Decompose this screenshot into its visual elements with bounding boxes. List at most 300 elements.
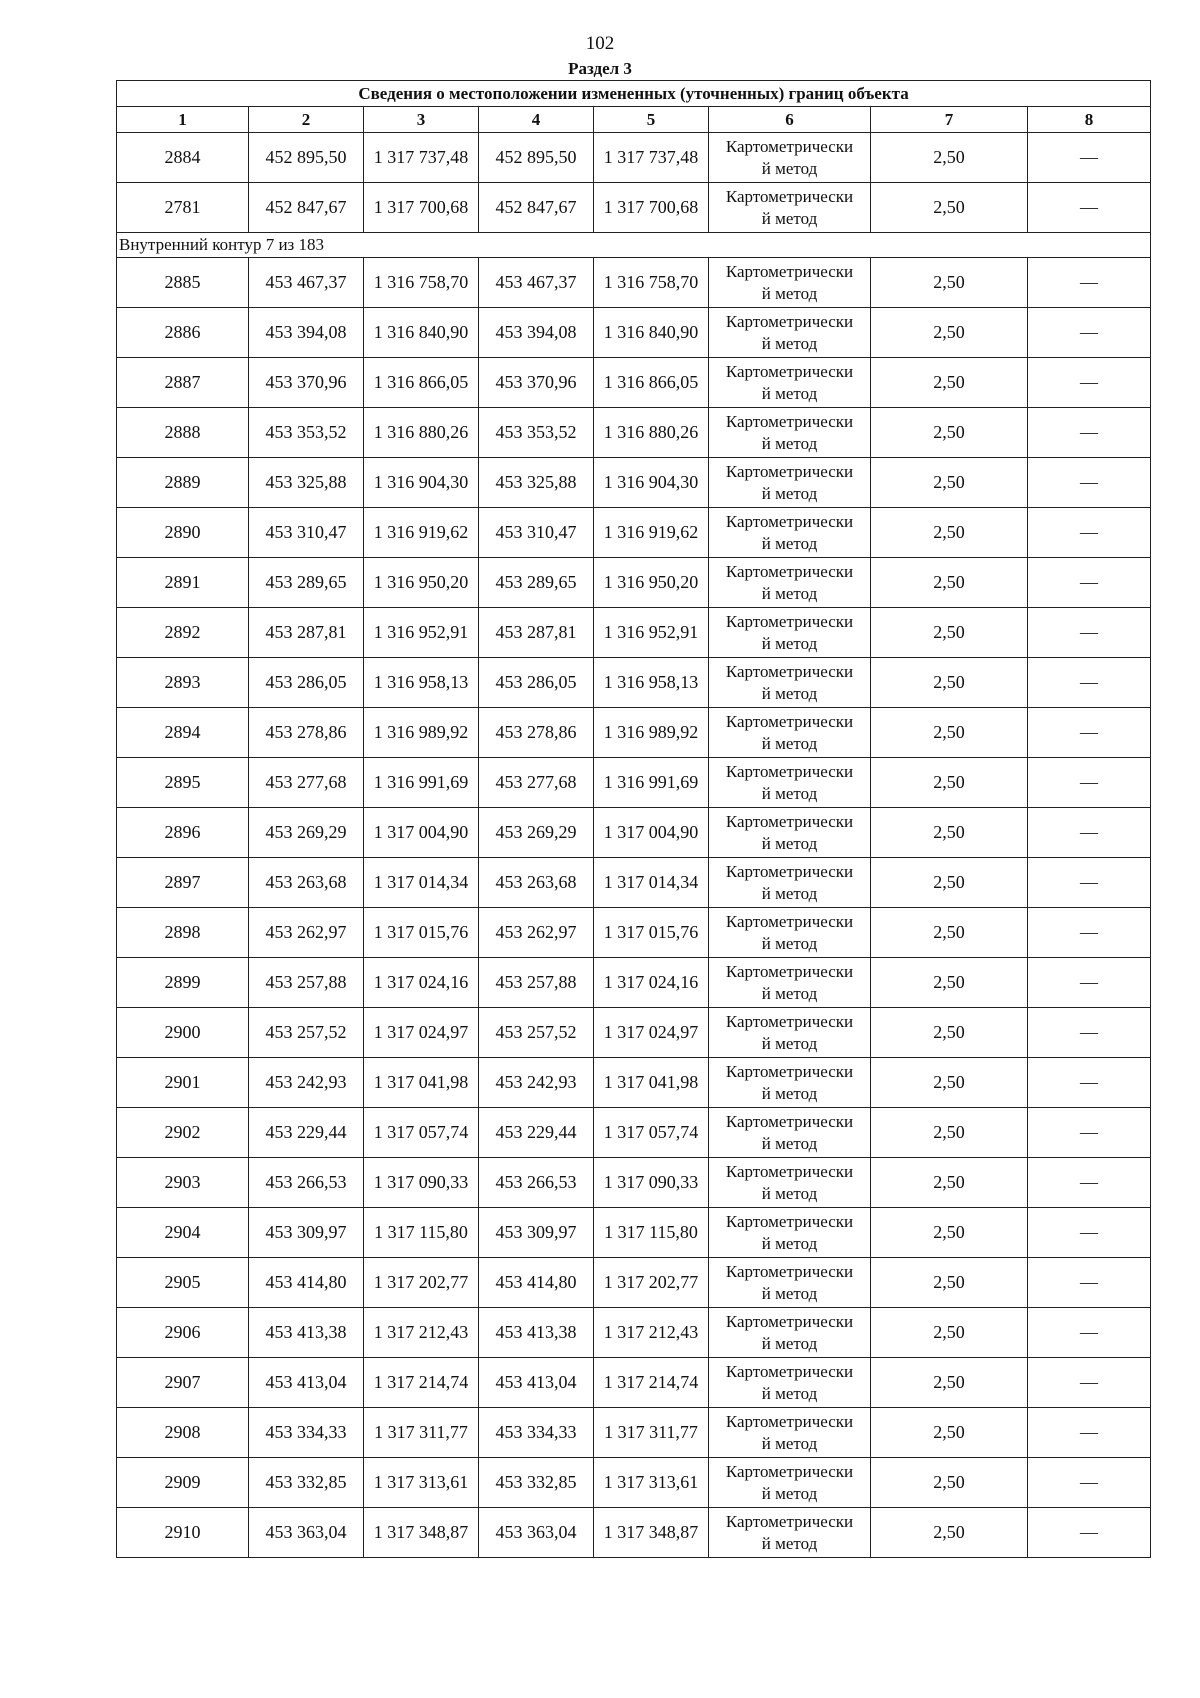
precision-value: 2,50 <box>871 608 1028 658</box>
table-row <box>117 1408 1151 1458</box>
method-line-2: й метод <box>761 383 818 403</box>
method-line-2: й метод <box>761 208 818 228</box>
table-body <box>117 133 1151 1558</box>
table-row <box>117 908 1151 958</box>
description-dash: — <box>1028 658 1151 708</box>
table-row <box>117 758 1151 808</box>
coordinate-x-existing: 453 286,05 <box>249 658 364 708</box>
description-dash: — <box>1028 1508 1151 1558</box>
description-dash: — <box>1028 958 1151 1008</box>
coordinate-y-existing: 1 316 840,90 <box>364 308 479 358</box>
coordinate-x-existing: 453 414,80 <box>249 1258 364 1308</box>
coordinate-x-new: 453 413,04 <box>479 1358 594 1408</box>
point-id: 2889 <box>117 458 249 508</box>
method-line-2: й метод <box>761 883 818 903</box>
precision-value: 2,50 <box>871 308 1028 358</box>
coordinate-y-existing: 1 316 919,62 <box>364 508 479 558</box>
method-line-1: Картометрически <box>725 661 854 681</box>
coordinate-x-new: 453 394,08 <box>479 308 594 358</box>
coordinate-x-existing: 453 413,04 <box>249 1358 364 1408</box>
coordinate-x-new: 453 325,88 <box>479 458 594 508</box>
coordinate-x-new: 453 334,33 <box>479 1408 594 1458</box>
coordinate-x-existing: 453 394,08 <box>249 308 364 358</box>
coordinate-x-existing: 453 262,97 <box>249 908 364 958</box>
point-id: 2900 <box>117 1008 249 1058</box>
precision-value: 2,50 <box>871 1158 1028 1208</box>
coordinate-x-existing: 453 287,81 <box>249 608 364 658</box>
description-dash: — <box>1028 1308 1151 1358</box>
precision-value: 2,50 <box>871 1408 1028 1458</box>
method-line-1: Картометрически <box>725 511 854 531</box>
method-cell <box>709 1008 871 1058</box>
description-dash: — <box>1028 308 1151 358</box>
coordinate-y-new: 1 316 866,05 <box>594 358 709 408</box>
coordinate-y-existing: 1 317 090,33 <box>364 1158 479 1208</box>
method-line-1: Картометрически <box>725 761 854 781</box>
method-line-1: Картометрически <box>725 711 854 731</box>
description-dash: — <box>1028 1208 1151 1258</box>
coordinate-y-new: 1 317 737,48 <box>594 133 709 183</box>
coordinate-x-new: 453 257,88 <box>479 958 594 1008</box>
description-dash: — <box>1028 1458 1151 1508</box>
coordinate-y-existing: 1 316 880,26 <box>364 408 479 458</box>
coordinate-y-existing: 1 317 311,77 <box>364 1408 479 1458</box>
method-line-2: й метод <box>761 683 818 703</box>
coordinate-x-existing: 453 309,97 <box>249 1208 364 1258</box>
coordinate-x-new: 453 277,68 <box>479 758 594 808</box>
coordinate-y-existing: 1 317 313,61 <box>364 1458 479 1508</box>
table-row <box>117 508 1151 558</box>
coordinate-x-new: 453 289,65 <box>479 558 594 608</box>
point-id: 2886 <box>117 308 249 358</box>
method-line-2: й метод <box>761 483 818 503</box>
contour-label: Внутренний контур 7 из 183 <box>117 233 1151 258</box>
coordinate-y-existing: 1 317 737,48 <box>364 133 479 183</box>
coordinate-y-existing: 1 316 758,70 <box>364 258 479 308</box>
coordinate-y-new: 1 317 214,74 <box>594 1358 709 1408</box>
coordinate-y-new: 1 317 015,76 <box>594 908 709 958</box>
coordinate-x-new: 453 269,29 <box>479 808 594 858</box>
table-row <box>117 1008 1151 1058</box>
point-id: 2893 <box>117 658 249 708</box>
method-line-2: й метод <box>761 433 818 453</box>
point-id: 2902 <box>117 1108 249 1158</box>
coordinate-x-existing: 453 363,04 <box>249 1508 364 1558</box>
coordinate-y-new: 1 316 991,69 <box>594 758 709 808</box>
coordinate-y-existing: 1 317 024,16 <box>364 958 479 1008</box>
coordinate-x-existing: 453 278,86 <box>249 708 364 758</box>
coordinate-y-existing: 1 316 904,30 <box>364 458 479 508</box>
coordinate-y-existing: 1 317 348,87 <box>364 1508 479 1558</box>
point-id: 2904 <box>117 1208 249 1258</box>
precision-value: 2,50 <box>871 358 1028 408</box>
table-row <box>117 958 1151 1008</box>
coordinate-x-new: 453 413,38 <box>479 1308 594 1358</box>
method-cell <box>709 1408 871 1458</box>
point-id: 2908 <box>117 1408 249 1458</box>
method-line-1: Картометрически <box>725 261 854 281</box>
method-line-1: Картометрически <box>725 561 854 581</box>
coordinate-x-new: 453 287,81 <box>479 608 594 658</box>
method-line-2: й метод <box>761 583 818 603</box>
method-cell <box>709 808 871 858</box>
coordinate-x-existing: 453 266,53 <box>249 1158 364 1208</box>
method-cell <box>709 758 871 808</box>
method-cell <box>709 858 871 908</box>
precision-value: 2,50 <box>871 1258 1028 1308</box>
method-line-2: й метод <box>761 833 818 853</box>
column-number: 1 <box>117 107 249 133</box>
description-dash: — <box>1028 1358 1151 1408</box>
method-line-1: Картометрически <box>725 136 854 156</box>
coordinate-x-existing: 453 242,93 <box>249 1058 364 1108</box>
method-cell <box>709 183 871 233</box>
coordinate-x-existing: 453 332,85 <box>249 1458 364 1508</box>
coordinate-x-existing: 453 263,68 <box>249 858 364 908</box>
coordinate-y-existing: 1 317 041,98 <box>364 1058 479 1108</box>
precision-value: 2,50 <box>871 508 1028 558</box>
method-line-1: Картометрически <box>725 1261 854 1281</box>
precision-value: 2,50 <box>871 1358 1028 1408</box>
table-row <box>117 358 1151 408</box>
precision-value: 2,50 <box>871 1458 1028 1508</box>
method-line-1: Картометрически <box>725 411 854 431</box>
description-dash: — <box>1028 858 1151 908</box>
method-line-1: Картометрически <box>725 1011 854 1031</box>
point-id: 2781 <box>117 183 249 233</box>
coordinate-y-new: 1 317 014,34 <box>594 858 709 908</box>
method-cell <box>709 258 871 308</box>
method-line-1: Картометрически <box>725 611 854 631</box>
column-number: 6 <box>709 107 871 133</box>
method-line-2: й метод <box>761 533 818 553</box>
column-number: 4 <box>479 107 594 133</box>
point-id: 2905 <box>117 1258 249 1308</box>
precision-value: 2,50 <box>871 1208 1028 1258</box>
method-line-2: й метод <box>761 1233 818 1253</box>
description-dash: — <box>1028 608 1151 658</box>
coordinate-y-new: 1 317 313,61 <box>594 1458 709 1508</box>
coordinate-y-new: 1 317 090,33 <box>594 1158 709 1208</box>
method-line-2: й метод <box>761 1433 818 1453</box>
coordinate-x-new: 453 414,80 <box>479 1258 594 1308</box>
coordinate-y-existing: 1 316 952,91 <box>364 608 479 658</box>
coordinate-x-existing: 453 334,33 <box>249 1408 364 1458</box>
table-row <box>117 858 1151 908</box>
table-row <box>117 1108 1151 1158</box>
coordinate-x-existing: 453 229,44 <box>249 1108 364 1158</box>
description-dash: — <box>1028 708 1151 758</box>
description-dash: — <box>1028 258 1151 308</box>
precision-value: 2,50 <box>871 1058 1028 1108</box>
table-row <box>117 1058 1151 1108</box>
coordinate-x-new: 453 309,97 <box>479 1208 594 1258</box>
description-dash: — <box>1028 358 1151 408</box>
precision-value: 2,50 <box>871 808 1028 858</box>
coordinate-x-existing: 453 413,38 <box>249 1308 364 1358</box>
column-number: 7 <box>871 107 1028 133</box>
table-row <box>117 1208 1151 1258</box>
method-line-1: Картометрически <box>725 1361 854 1381</box>
table-row <box>117 708 1151 758</box>
table-row <box>117 1458 1151 1508</box>
coordinate-x-new: 453 332,85 <box>479 1458 594 1508</box>
coordinate-y-existing: 1 316 958,13 <box>364 658 479 708</box>
method-line-1: Картометрически <box>725 1511 854 1531</box>
precision-value: 2,50 <box>871 1008 1028 1058</box>
coordinate-x-new: 453 229,44 <box>479 1108 594 1158</box>
method-cell <box>709 1458 871 1508</box>
table-row <box>117 1158 1151 1208</box>
coordinate-x-new: 453 278,86 <box>479 708 594 758</box>
table-row <box>117 308 1151 358</box>
method-cell <box>709 458 871 508</box>
method-cell <box>709 1208 871 1258</box>
coordinate-x-new: 453 257,52 <box>479 1008 594 1058</box>
method-line-1: Картометрически <box>725 1311 854 1331</box>
coordinate-y-existing: 1 317 024,97 <box>364 1008 479 1058</box>
coordinate-y-existing: 1 317 014,34 <box>364 858 479 908</box>
point-id: 2885 <box>117 258 249 308</box>
table-row <box>117 608 1151 658</box>
coordinate-y-existing: 1 317 115,80 <box>364 1208 479 1258</box>
precision-value: 2,50 <box>871 458 1028 508</box>
method-line-1: Картометрически <box>725 461 854 481</box>
coordinate-x-existing: 453 277,68 <box>249 758 364 808</box>
method-line-2: й метод <box>761 933 818 953</box>
point-id: 2907 <box>117 1358 249 1408</box>
method-cell <box>709 508 871 558</box>
coordinate-x-new: 453 242,93 <box>479 1058 594 1108</box>
method-cell <box>709 908 871 958</box>
precision-value: 2,50 <box>871 1108 1028 1158</box>
coordinate-x-new: 453 467,37 <box>479 258 594 308</box>
coordinate-y-new: 1 317 041,98 <box>594 1058 709 1108</box>
point-id: 2896 <box>117 808 249 858</box>
precision-value: 2,50 <box>871 258 1028 308</box>
table-row <box>117 408 1151 458</box>
coordinate-y-existing: 1 316 991,69 <box>364 758 479 808</box>
coordinate-y-new: 1 316 904,30 <box>594 458 709 508</box>
method-cell <box>709 958 871 1008</box>
coordinate-x-existing: 453 467,37 <box>249 258 364 308</box>
point-id: 2906 <box>117 1308 249 1358</box>
point-id: 2898 <box>117 908 249 958</box>
coordinate-y-new: 1 317 212,43 <box>594 1308 709 1358</box>
coordinate-y-new: 1 316 958,13 <box>594 658 709 708</box>
table-row <box>117 1258 1151 1308</box>
method-cell <box>709 1158 871 1208</box>
table-row <box>117 1358 1151 1408</box>
table-row <box>117 658 1151 708</box>
coordinate-y-new: 1 317 700,68 <box>594 183 709 233</box>
coordinate-y-new: 1 317 311,77 <box>594 1408 709 1458</box>
method-line-1: Картометрически <box>725 1411 854 1431</box>
coordinate-y-existing: 1 317 212,43 <box>364 1308 479 1358</box>
column-number: 2 <box>249 107 364 133</box>
method-cell <box>709 408 871 458</box>
method-line-1: Картометрически <box>725 961 854 981</box>
column-number: 8 <box>1028 107 1151 133</box>
table-row <box>117 1308 1151 1358</box>
method-cell <box>709 1108 871 1158</box>
coordinate-x-new: 452 847,67 <box>479 183 594 233</box>
description-dash: — <box>1028 1108 1151 1158</box>
method-line-1: Картометрически <box>725 1061 854 1081</box>
method-line-1: Картометрически <box>725 911 854 931</box>
description-dash: — <box>1028 1158 1151 1208</box>
description-dash: — <box>1028 133 1151 183</box>
coordinate-x-existing: 453 370,96 <box>249 358 364 408</box>
point-id: 2890 <box>117 508 249 558</box>
method-line-2: й метод <box>761 633 818 653</box>
method-line-1: Картометрически <box>725 186 854 206</box>
method-line-2: й метод <box>761 1033 818 1053</box>
method-line-1: Картометрически <box>725 1211 854 1231</box>
method-line-2: й метод <box>761 1133 818 1153</box>
description-dash: — <box>1028 908 1151 958</box>
table-row <box>117 183 1151 233</box>
coordinate-x-new: 453 363,04 <box>479 1508 594 1558</box>
description-dash: — <box>1028 758 1151 808</box>
coordinate-y-existing: 1 317 057,74 <box>364 1108 479 1158</box>
table-row <box>117 258 1151 308</box>
column-number: 3 <box>364 107 479 133</box>
precision-value: 2,50 <box>871 658 1028 708</box>
method-line-2: й метод <box>761 733 818 753</box>
coordinate-x-existing: 453 310,47 <box>249 508 364 558</box>
method-line-2: й метод <box>761 1283 818 1303</box>
table-row <box>117 808 1151 858</box>
coordinate-y-new: 1 317 115,80 <box>594 1208 709 1258</box>
point-id: 2895 <box>117 758 249 808</box>
method-cell <box>709 358 871 408</box>
point-id: 2888 <box>117 408 249 458</box>
precision-value: 2,50 <box>871 1508 1028 1558</box>
point-id: 2910 <box>117 1508 249 1558</box>
coordinates-table <box>116 80 1151 1558</box>
method-line-1: Картометрически <box>725 1161 854 1181</box>
point-id: 2909 <box>117 1458 249 1508</box>
description-dash: — <box>1028 558 1151 608</box>
point-id: 2884 <box>117 133 249 183</box>
coordinate-y-new: 1 316 952,91 <box>594 608 709 658</box>
method-line-1: Картометрически <box>725 361 854 381</box>
method-cell <box>709 658 871 708</box>
coordinate-x-new: 453 266,53 <box>479 1158 594 1208</box>
coordinate-y-new: 1 317 024,97 <box>594 1008 709 1058</box>
coordinate-x-new: 453 286,05 <box>479 658 594 708</box>
precision-value: 2,50 <box>871 908 1028 958</box>
coordinate-x-existing: 453 257,88 <box>249 958 364 1008</box>
description-dash: — <box>1028 508 1151 558</box>
description-dash: — <box>1028 183 1151 233</box>
point-id: 2887 <box>117 358 249 408</box>
coordinate-y-existing: 1 317 700,68 <box>364 183 479 233</box>
method-line-1: Картометрически <box>725 811 854 831</box>
description-dash: — <box>1028 1258 1151 1308</box>
point-id: 2897 <box>117 858 249 908</box>
coordinate-x-existing: 453 269,29 <box>249 808 364 858</box>
coordinate-y-new: 1 316 758,70 <box>594 258 709 308</box>
method-line-2: й метод <box>761 1333 818 1353</box>
point-id: 2899 <box>117 958 249 1008</box>
coordinate-x-existing: 453 325,88 <box>249 458 364 508</box>
table-caption: Сведения о местоположении измененных (уточненных) границ объекта <box>117 81 1151 107</box>
point-id: 2892 <box>117 608 249 658</box>
precision-value: 2,50 <box>871 708 1028 758</box>
table-row <box>117 1508 1151 1558</box>
method-cell <box>709 133 871 183</box>
coordinate-x-existing: 453 289,65 <box>249 558 364 608</box>
method-line-2: й метод <box>761 783 818 803</box>
coordinate-y-new: 1 317 057,74 <box>594 1108 709 1158</box>
coordinate-y-existing: 1 317 214,74 <box>364 1358 479 1408</box>
method-line-1: Картометрически <box>725 861 854 881</box>
precision-value: 2,50 <box>871 858 1028 908</box>
contour-row <box>117 233 1151 258</box>
coordinate-x-new: 453 262,97 <box>479 908 594 958</box>
precision-value: 2,50 <box>871 958 1028 1008</box>
description-dash: — <box>1028 1008 1151 1058</box>
coordinate-y-existing: 1 317 004,90 <box>364 808 479 858</box>
coordinate-x-existing: 453 257,52 <box>249 1008 364 1058</box>
precision-value: 2,50 <box>871 758 1028 808</box>
coordinate-x-new: 453 310,47 <box>479 508 594 558</box>
description-dash: — <box>1028 458 1151 508</box>
method-line-2: й метод <box>761 283 818 303</box>
method-line-1: Картометрически <box>725 311 854 331</box>
coordinate-y-new: 1 317 004,90 <box>594 808 709 858</box>
method-cell <box>709 608 871 658</box>
method-cell <box>709 1058 871 1108</box>
coordinate-y-existing: 1 316 950,20 <box>364 558 479 608</box>
method-line-2: й метод <box>761 333 818 353</box>
column-number-row <box>117 107 1151 133</box>
coordinate-y-existing: 1 317 015,76 <box>364 908 479 958</box>
description-dash: — <box>1028 808 1151 858</box>
method-cell <box>709 558 871 608</box>
method-line-2: й метод <box>761 1533 818 1553</box>
page-number: 102 <box>585 33 615 54</box>
method-cell <box>709 1308 871 1358</box>
coordinate-y-new: 1 317 348,87 <box>594 1508 709 1558</box>
description-dash: — <box>1028 408 1151 458</box>
point-id: 2894 <box>117 708 249 758</box>
coordinate-x-new: 452 895,50 <box>479 133 594 183</box>
coordinate-x-existing: 452 895,50 <box>249 133 364 183</box>
coordinate-x-new: 453 370,96 <box>479 358 594 408</box>
precision-value: 2,50 <box>871 408 1028 458</box>
method-cell <box>709 308 871 358</box>
point-id: 2903 <box>117 1158 249 1208</box>
method-line-2: й метод <box>761 1383 818 1403</box>
precision-value: 2,50 <box>871 1308 1028 1358</box>
coordinate-y-new: 1 316 950,20 <box>594 558 709 608</box>
precision-value: 2,50 <box>871 133 1028 183</box>
method-line-2: й метод <box>761 983 818 1003</box>
coordinate-y-existing: 1 316 989,92 <box>364 708 479 758</box>
coordinate-x-existing: 452 847,67 <box>249 183 364 233</box>
method-line-1: Картометрически <box>725 1461 854 1481</box>
coordinate-y-new: 1 316 989,92 <box>594 708 709 758</box>
coordinate-x-new: 453 353,52 <box>479 408 594 458</box>
method-line-1: Картометрически <box>725 1111 854 1131</box>
precision-value: 2,50 <box>871 558 1028 608</box>
table-row <box>117 133 1151 183</box>
description-dash: — <box>1028 1408 1151 1458</box>
coordinate-y-new: 1 317 202,77 <box>594 1258 709 1308</box>
